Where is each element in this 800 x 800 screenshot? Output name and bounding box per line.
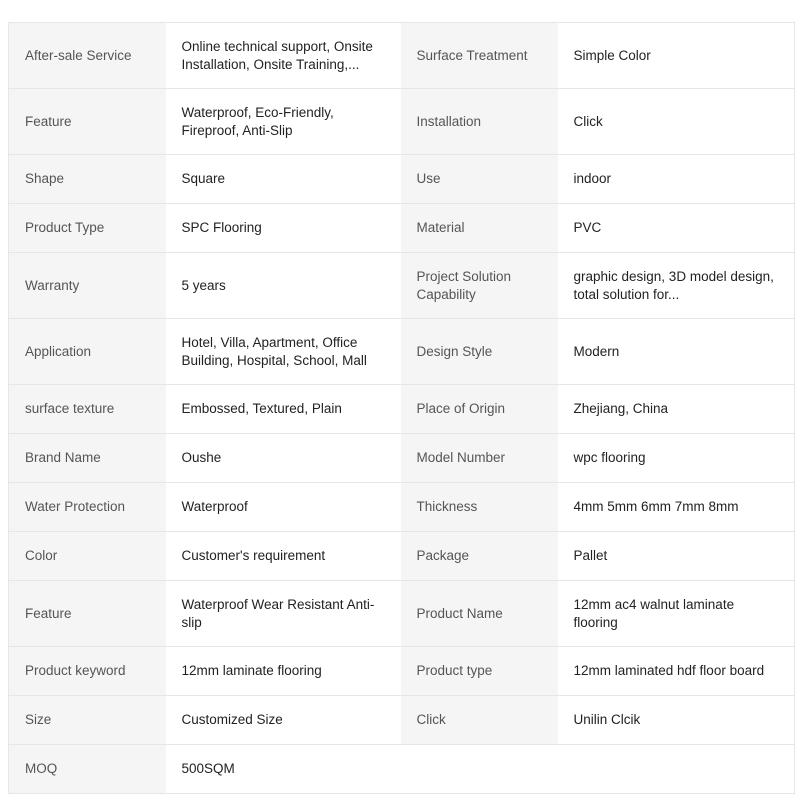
attribute-label: Application	[9, 319, 166, 385]
attribute-label: Warranty	[9, 253, 166, 319]
attribute-label: Surface Treatment	[401, 23, 558, 89]
attribute-label: Project Solution Capability	[401, 253, 558, 319]
attribute-value: SPC Flooring	[166, 204, 401, 253]
attribute-label: Brand Name	[9, 434, 166, 483]
attribute-value: Online technical support, Onsite Installation, Onsite Training,...	[166, 23, 401, 89]
table-row	[9, 23, 795, 89]
attribute-label: Product Name	[401, 581, 558, 647]
attribute-value: Hotel, Villa, Apartment, Office Building, Hospital, School, Mall	[166, 319, 401, 385]
attribute-value: Waterproof Wear Resistant Anti-slip	[166, 581, 401, 647]
attribute-value: Waterproof, Eco-Friendly, Fireproof, Anti-Slip	[166, 89, 401, 155]
attribute-label: Place of Origin	[401, 385, 558, 434]
attribute-value: Simple Color	[558, 23, 795, 89]
attribute-label: Installation	[401, 89, 558, 155]
product-attributes-panel	[8, 22, 794, 794]
attribute-label: Product Type	[9, 204, 166, 253]
table-row	[9, 319, 795, 385]
attribute-value: 5 years	[166, 253, 401, 319]
attribute-value: Customer's requirement	[166, 532, 401, 581]
empty-cell	[558, 745, 795, 794]
attribute-label: Color	[9, 532, 166, 581]
product-attributes-table	[8, 22, 795, 794]
attribute-value: 12mm laminated hdf floor board	[558, 647, 795, 696]
attribute-value: Square	[166, 155, 401, 204]
attribute-value: Pallet	[558, 532, 795, 581]
attribute-label: MOQ	[9, 745, 166, 794]
attribute-label: Material	[401, 204, 558, 253]
attribute-value: Embossed, Textured, Plain	[166, 385, 401, 434]
attribute-value: Click	[558, 89, 795, 155]
table-row	[9, 696, 795, 745]
attribute-label: Shape	[9, 155, 166, 204]
attribute-value: Customized Size	[166, 696, 401, 745]
attribute-value: wpc flooring	[558, 434, 795, 483]
attribute-label: surface texture	[9, 385, 166, 434]
attribute-value: indoor	[558, 155, 795, 204]
table-row	[9, 581, 795, 647]
attribute-label: Design Style	[401, 319, 558, 385]
attribute-value: Unilin Clcik	[558, 696, 795, 745]
empty-cell	[401, 745, 558, 794]
attribute-value: Oushe	[166, 434, 401, 483]
table-row	[9, 532, 795, 581]
attribute-value: 12mm ac4 walnut laminate flooring	[558, 581, 795, 647]
attribute-label: Feature	[9, 581, 166, 647]
attribute-label: Click	[401, 696, 558, 745]
attribute-label: Thickness	[401, 483, 558, 532]
table-row	[9, 253, 795, 319]
attribute-label: Product keyword	[9, 647, 166, 696]
attribute-value: Waterproof	[166, 483, 401, 532]
attribute-label: Package	[401, 532, 558, 581]
table-row	[9, 155, 795, 204]
attribute-label: Water Protection	[9, 483, 166, 532]
attribute-label: After-sale Service	[9, 23, 166, 89]
attribute-label: Product type	[401, 647, 558, 696]
attribute-value: 4mm 5mm 6mm 7mm 8mm	[558, 483, 795, 532]
table-row	[9, 647, 795, 696]
table-row	[9, 204, 795, 253]
attribute-value: graphic design, 3D model design, total solution for...	[558, 253, 795, 319]
table-row	[9, 483, 795, 532]
attribute-value: Zhejiang, China	[558, 385, 795, 434]
attribute-label: Feature	[9, 89, 166, 155]
table-row	[9, 434, 795, 483]
attribute-label: Size	[9, 696, 166, 745]
table-row	[9, 89, 795, 155]
attribute-value: 12mm laminate flooring	[166, 647, 401, 696]
attribute-value: 500SQM	[166, 745, 401, 794]
table-row	[9, 385, 795, 434]
attribute-label: Model Number	[401, 434, 558, 483]
table-row	[9, 745, 795, 794]
attribute-value: Modern	[558, 319, 795, 385]
attribute-label: Use	[401, 155, 558, 204]
attribute-value: PVC	[558, 204, 795, 253]
